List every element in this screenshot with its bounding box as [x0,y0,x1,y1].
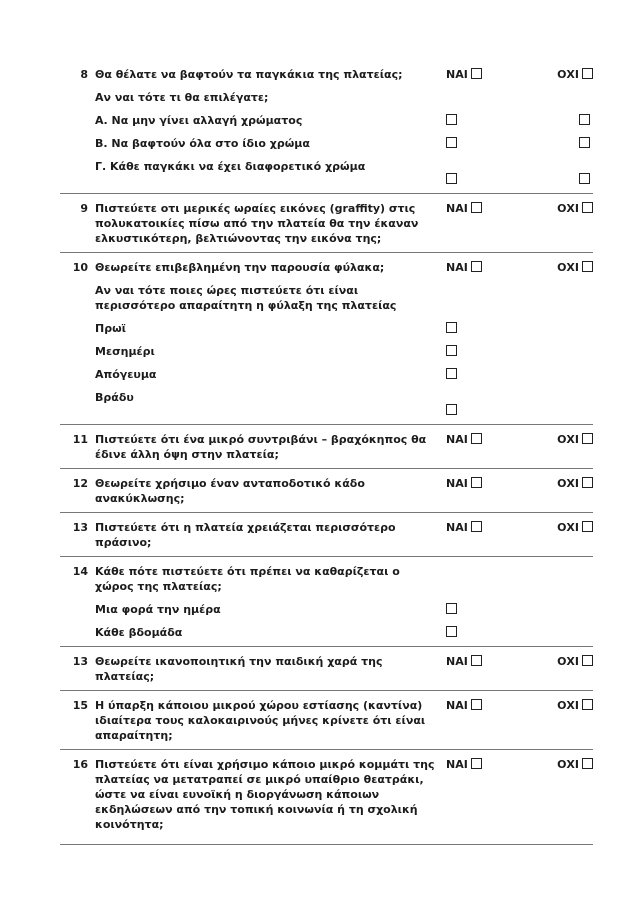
question-number: 14 [72,565,88,578]
option-checkbox[interactable] [446,345,457,356]
option-checkbox[interactable] [446,137,457,148]
question-number: 16 [72,758,88,771]
option-text: Γ. Κάθε παγκάκι να έχει διαφορετικό χρώμα [95,160,366,173]
question-text: Θα θέλατε να βαφτούν τα παγκάκια της πλατείας; [95,68,403,81]
question-row-11 [60,425,593,469]
option-checkbox[interactable] [446,114,457,125]
question-text: Πιστεύετε οτι μερικές ωραίες εικόνες (graffity) στις πολυκατοικίες πίσω από την πλατεία θα την έκαναν ελκυστικότερη, βελτιώνοντας την εικόνα της; [95,202,419,245]
no-label: ΟΧΙ [557,477,579,490]
option-text: Μεσημέρι [95,345,155,358]
no-checkbox[interactable] [582,758,593,769]
question-text: Θεωρείτε επιβεβλημένη την παρουσία φύλακα; [95,261,385,274]
question-row-10 [60,253,593,425]
no-checkbox[interactable] [582,521,593,532]
no-checkbox[interactable] [582,68,593,79]
option-checkbox[interactable] [446,626,457,637]
option-checkbox[interactable] [579,173,590,184]
no-checkbox[interactable] [582,433,593,444]
yes-checkbox[interactable] [471,433,482,444]
no-checkbox[interactable] [582,202,593,213]
question-row-16 [60,750,593,845]
question-text: Πιστεύετε ότι ένα μικρό συντριβάνι – βραχόκηπος θα έδινε άλλη όψη στην πλατεία; [95,433,427,461]
question-row-12 [60,469,593,513]
no-label: ΟΧΙ [557,699,579,712]
option-text: Β. Να βαφτούν όλα στο ίδιο χρώμα [95,137,310,150]
yes-label: ΝΑΙ [446,261,468,274]
option-text: Πρωϊ [95,322,126,335]
option-checkbox[interactable] [446,368,457,379]
no-checkbox[interactable] [582,655,593,666]
yes-label: ΝΑΙ [446,655,468,668]
question-row-15 [60,691,593,750]
question-number: 15 [72,699,88,712]
yes-label: ΝΑΙ [446,477,468,490]
yes-checkbox[interactable] [471,477,482,488]
question-row-13 [60,513,593,557]
option-checkbox[interactable] [446,404,457,415]
question-number: 13 [72,655,88,668]
question-text: Η ύπαρξη κάποιου μικρού χώρου εστίασης (καντίνα) ιδιαίτερα τους καλοκαιρινούς μήνες κρίνετε ότι είναι απαραίτητη; [95,699,426,742]
question-text: Πιστεύετε ότι η πλατεία χρειάζεται περισσότερο πράσινο; [95,521,396,549]
question-number: 12 [72,477,88,490]
question-number: 11 [72,433,88,446]
no-label: ΟΧΙ [557,655,579,668]
option-text: Κάθε βδομάδα [95,626,183,639]
question-number: 8 [80,68,88,81]
no-checkbox[interactable] [582,699,593,710]
option-text: Βράδυ [95,391,134,404]
question-text: Θεωρείτε ικανοποιητική την παιδική χαρά της πλατείας; [95,655,383,683]
follow-up-text: Αν ναι τότε ποιες ώρες πιστεύετε ότι είναι περισσότερο απαραίτητη η φύλαξη της πλατείας [95,284,397,312]
question-row-9 [60,194,593,253]
yes-checkbox[interactable] [471,202,482,213]
no-label: ΟΧΙ [557,433,579,446]
question-text: Κάθε πότε πιστεύετε ότι πρέπει να καθαρίζεται ο χώρος της πλατείας; [95,565,400,593]
yes-checkbox[interactable] [471,261,482,272]
question-number: 10 [72,261,88,274]
no-label: ΟΧΙ [557,261,579,274]
yes-checkbox[interactable] [471,758,482,769]
question-row-13b [60,647,593,691]
question-number: 13 [72,521,88,534]
option-text: Α. Να μην γίνει αλλαγή χρώματος [95,114,303,127]
yes-label: ΝΑΙ [446,433,468,446]
questionnaire-table [60,60,593,845]
follow-up-text: Αν ναι τότε τι θα επιλέγατε; [95,91,269,104]
question-row-8 [60,60,593,194]
no-label: ΟΧΙ [557,521,579,534]
no-label: ΟΧΙ [557,68,579,81]
question-text: Θεωρείτε χρήσιμο έναν ανταποδοτικό κάδο ανακύκλωσης; [95,477,365,505]
no-checkbox[interactable] [582,477,593,488]
yes-label: ΝΑΙ [446,521,468,534]
option-checkbox[interactable] [579,137,590,148]
no-label: ΟΧΙ [557,202,579,215]
yes-label: ΝΑΙ [446,202,468,215]
option-text: Μια φορά την ημέρα [95,603,221,616]
no-label: ΟΧΙ [557,758,579,771]
yes-label: ΝΑΙ [446,699,468,712]
yes-checkbox[interactable] [471,68,482,79]
yes-label: ΝΑΙ [446,68,468,81]
option-checkbox[interactable] [446,173,457,184]
question-text: Πιστεύετε ότι είναι χρήσιμο κάποιο μικρό κομμάτι της πλατείας να μετατραπεί σε μικρό υπαίθριο θεατράκι, ώστε να είναι ευνοϊκή η διοργάνωση κάποιων εκδηλώσεων από την τοπική κοινωνία ή τη σχολική κοινότητα; [95,758,435,831]
option-checkbox[interactable] [446,322,457,333]
option-checkbox[interactable] [446,603,457,614]
option-checkbox[interactable] [579,114,590,125]
yes-checkbox[interactable] [471,655,482,666]
question-number: 9 [80,202,88,215]
yes-label: ΝΑΙ [446,758,468,771]
question-row-14 [60,557,593,647]
option-text: Απόγευμα [95,368,157,381]
yes-checkbox[interactable] [471,699,482,710]
yes-checkbox[interactable] [471,521,482,532]
no-checkbox[interactable] [582,261,593,272]
